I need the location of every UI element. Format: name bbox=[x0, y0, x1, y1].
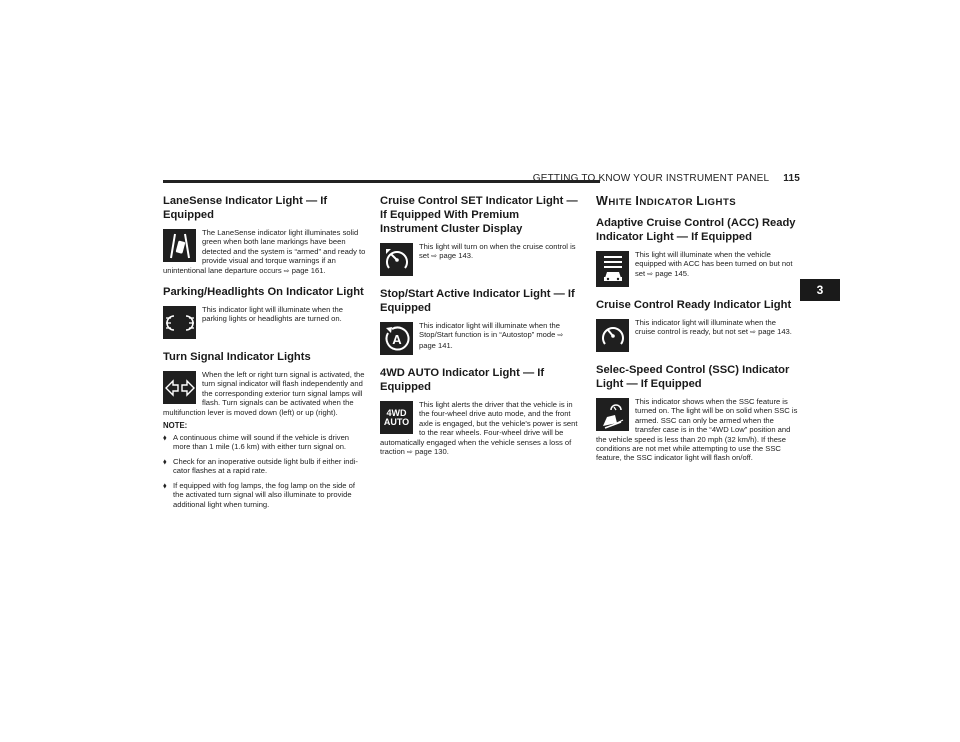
stop-start-a-icon bbox=[380, 322, 413, 355]
ssc-vehicle-icon bbox=[596, 398, 629, 431]
cruise-ready-page-ref[interactable]: page 143. bbox=[758, 327, 792, 337]
note-label: NOTE: bbox=[163, 421, 188, 431]
acc-entry bbox=[596, 250, 798, 289]
stop-start-page-ref[interactable]: page 141. bbox=[419, 340, 453, 350]
page-ref-arrow-icon: ⇨ bbox=[407, 449, 413, 457]
four-wd-auto-icon bbox=[380, 401, 413, 434]
cruise-set-title: Cruise Control SET Indicator Light — If Equipped With Premium Instrument Cluster Display bbox=[380, 195, 578, 235]
cruise-ready-title: Cruise Control Ready Indicator Light bbox=[596, 299, 792, 311]
speedometer-ready-icon bbox=[596, 319, 629, 352]
stop-start-title: Stop/Start Active Indicator Light — If Equipped bbox=[380, 288, 575, 314]
four-wd-body: This light alerts the driver that the vehicle is in the four-wheel drive auto mode, and the front axle is engaged, but the vehicle's power is sent to the rear wheels. Four-wheel drive will be automatically engaged when the vehicle senses a loss of traction bbox=[380, 400, 578, 457]
acc-page-ref[interactable]: page 145. bbox=[655, 268, 690, 278]
page-ref-arrow-icon: ⇨ bbox=[750, 329, 756, 337]
svg-text:A: A bbox=[391, 331, 402, 347]
parking-title: Parking/Headlights On Indicator Light bbox=[163, 286, 364, 299]
four-wd-entry bbox=[380, 400, 580, 457]
ssc-title: Selec-Speed Control (SSC) Indicator Light — If Equipped bbox=[596, 364, 790, 390]
four-wd-page-ref[interactable]: page 130. bbox=[415, 447, 449, 457]
page-ref-arrow-icon: ⇨ bbox=[647, 270, 654, 278]
parking-lights-icon bbox=[163, 306, 196, 339]
chapter-tab[interactable]: 3 bbox=[800, 279, 840, 301]
acc-title: Adaptive Cruise Control (ACC) Ready Indicator Light — If Equipped bbox=[596, 217, 796, 243]
page-number: 115 bbox=[783, 173, 800, 184]
list-item: ⬧ A continuous chime will sound if the vehicle is driven more than 1 mile (1.6 km) with either turn signal on. bbox=[163, 433, 350, 452]
cruise-set-body: This light will turn on when the cruise control is set bbox=[419, 242, 576, 261]
lanesense-page-ref[interactable]: page 161. bbox=[291, 265, 326, 275]
ssc-body: This indicator shows when the SSC feature is turned on. The light will be on solid when SSC is armed. SSC can only be armed when the transfer case is in the “4WD Low” position and the vehicle speed is less than 20 mph (32 km/h). If these conditions are not met while attempting to use the SSC feature, the SSC indicator light will flash on/off. bbox=[596, 397, 798, 463]
diamond-bullet-icon: ⬧ bbox=[163, 433, 167, 443]
page-ref-arrow-icon: ⇨ bbox=[557, 332, 564, 340]
lanesense-icon bbox=[163, 229, 196, 262]
lanesense-body: The LaneSense indicator light illuminates solid green when both lane markings have been detected and the system is “armed” and ready to provide visual and torque warnings if an unintentional lane departure occurs bbox=[163, 228, 366, 275]
page-header bbox=[532, 173, 800, 184]
acc-car-icon bbox=[596, 251, 629, 287]
cruise-ready-entry bbox=[596, 318, 798, 354]
page-ref-arrow-icon: ⇨ bbox=[283, 267, 290, 275]
lanesense-entry bbox=[163, 228, 367, 276]
lanesense-title: LaneSense Indicator Light — If Equipped bbox=[163, 195, 328, 221]
parking-body: This indicator light will illuminate when the parking lights or headlights are turned on. bbox=[202, 305, 343, 324]
turn-signal-arrows-icon bbox=[163, 371, 196, 404]
parking-entry bbox=[163, 305, 367, 341]
speedometer-set-icon bbox=[380, 243, 413, 276]
list-item: ⬧ If equipped with fog lamps, the fog lamp on the side of the activated turn signal will also illuminate to provide additional light when turning. bbox=[163, 480, 355, 509]
note-bullet-list bbox=[163, 433, 367, 509]
stop-start-body: This indicator light will illuminate when the Stop/Start function is in “Autostop” mode bbox=[419, 321, 560, 340]
diamond-bullet-icon: ⬧ bbox=[163, 456, 167, 466]
chapter-title: GETTING TO KNOW YOUR INSTRUMENT PANEL bbox=[532, 173, 770, 184]
cruise-ready-body: This indicator light will illuminate when the cruise control is ready, but not set bbox=[635, 318, 776, 337]
turn-signal-body: When the left or right turn signal is activated, the turn signal indicator will flash independently and the corresponding exterior turn signal lamps will flash. Turn signals can be activated when the multifunction lever is moved down (left) or up (right). bbox=[163, 370, 365, 417]
ssc-entry bbox=[596, 397, 798, 463]
list-item: ⬧ Check for an inoperative outside light bulb if either indi-cator flashes at a rapid rate. bbox=[163, 456, 358, 476]
turn-signal-title: Turn Signal Indicator Lights bbox=[163, 351, 311, 364]
diamond-bullet-icon: ⬧ bbox=[163, 480, 167, 490]
page-ref-arrow-icon: ⇨ bbox=[431, 253, 438, 261]
four-wd-icon-line2: AUTO bbox=[383, 416, 410, 427]
column-3 bbox=[596, 194, 798, 472]
acc-body: This light will illuminate when the vehicle equipped with ACC has been turned on but not set bbox=[635, 250, 793, 278]
cruise-set-page-ref[interactable]: page 143. bbox=[439, 251, 474, 261]
four-wd-title: 4WD AUTO Indicator Light — If Equipped bbox=[380, 367, 545, 393]
turn-signal-entry bbox=[163, 370, 367, 417]
section-title: WHITE INDICATOR LIGHTS bbox=[596, 194, 737, 208]
column-2 bbox=[380, 194, 580, 466]
cruise-set-entry bbox=[380, 242, 580, 278]
column-1 bbox=[163, 194, 367, 514]
four-wd-icon-line1: 4WD bbox=[386, 407, 407, 418]
stop-start-entry bbox=[380, 321, 580, 357]
